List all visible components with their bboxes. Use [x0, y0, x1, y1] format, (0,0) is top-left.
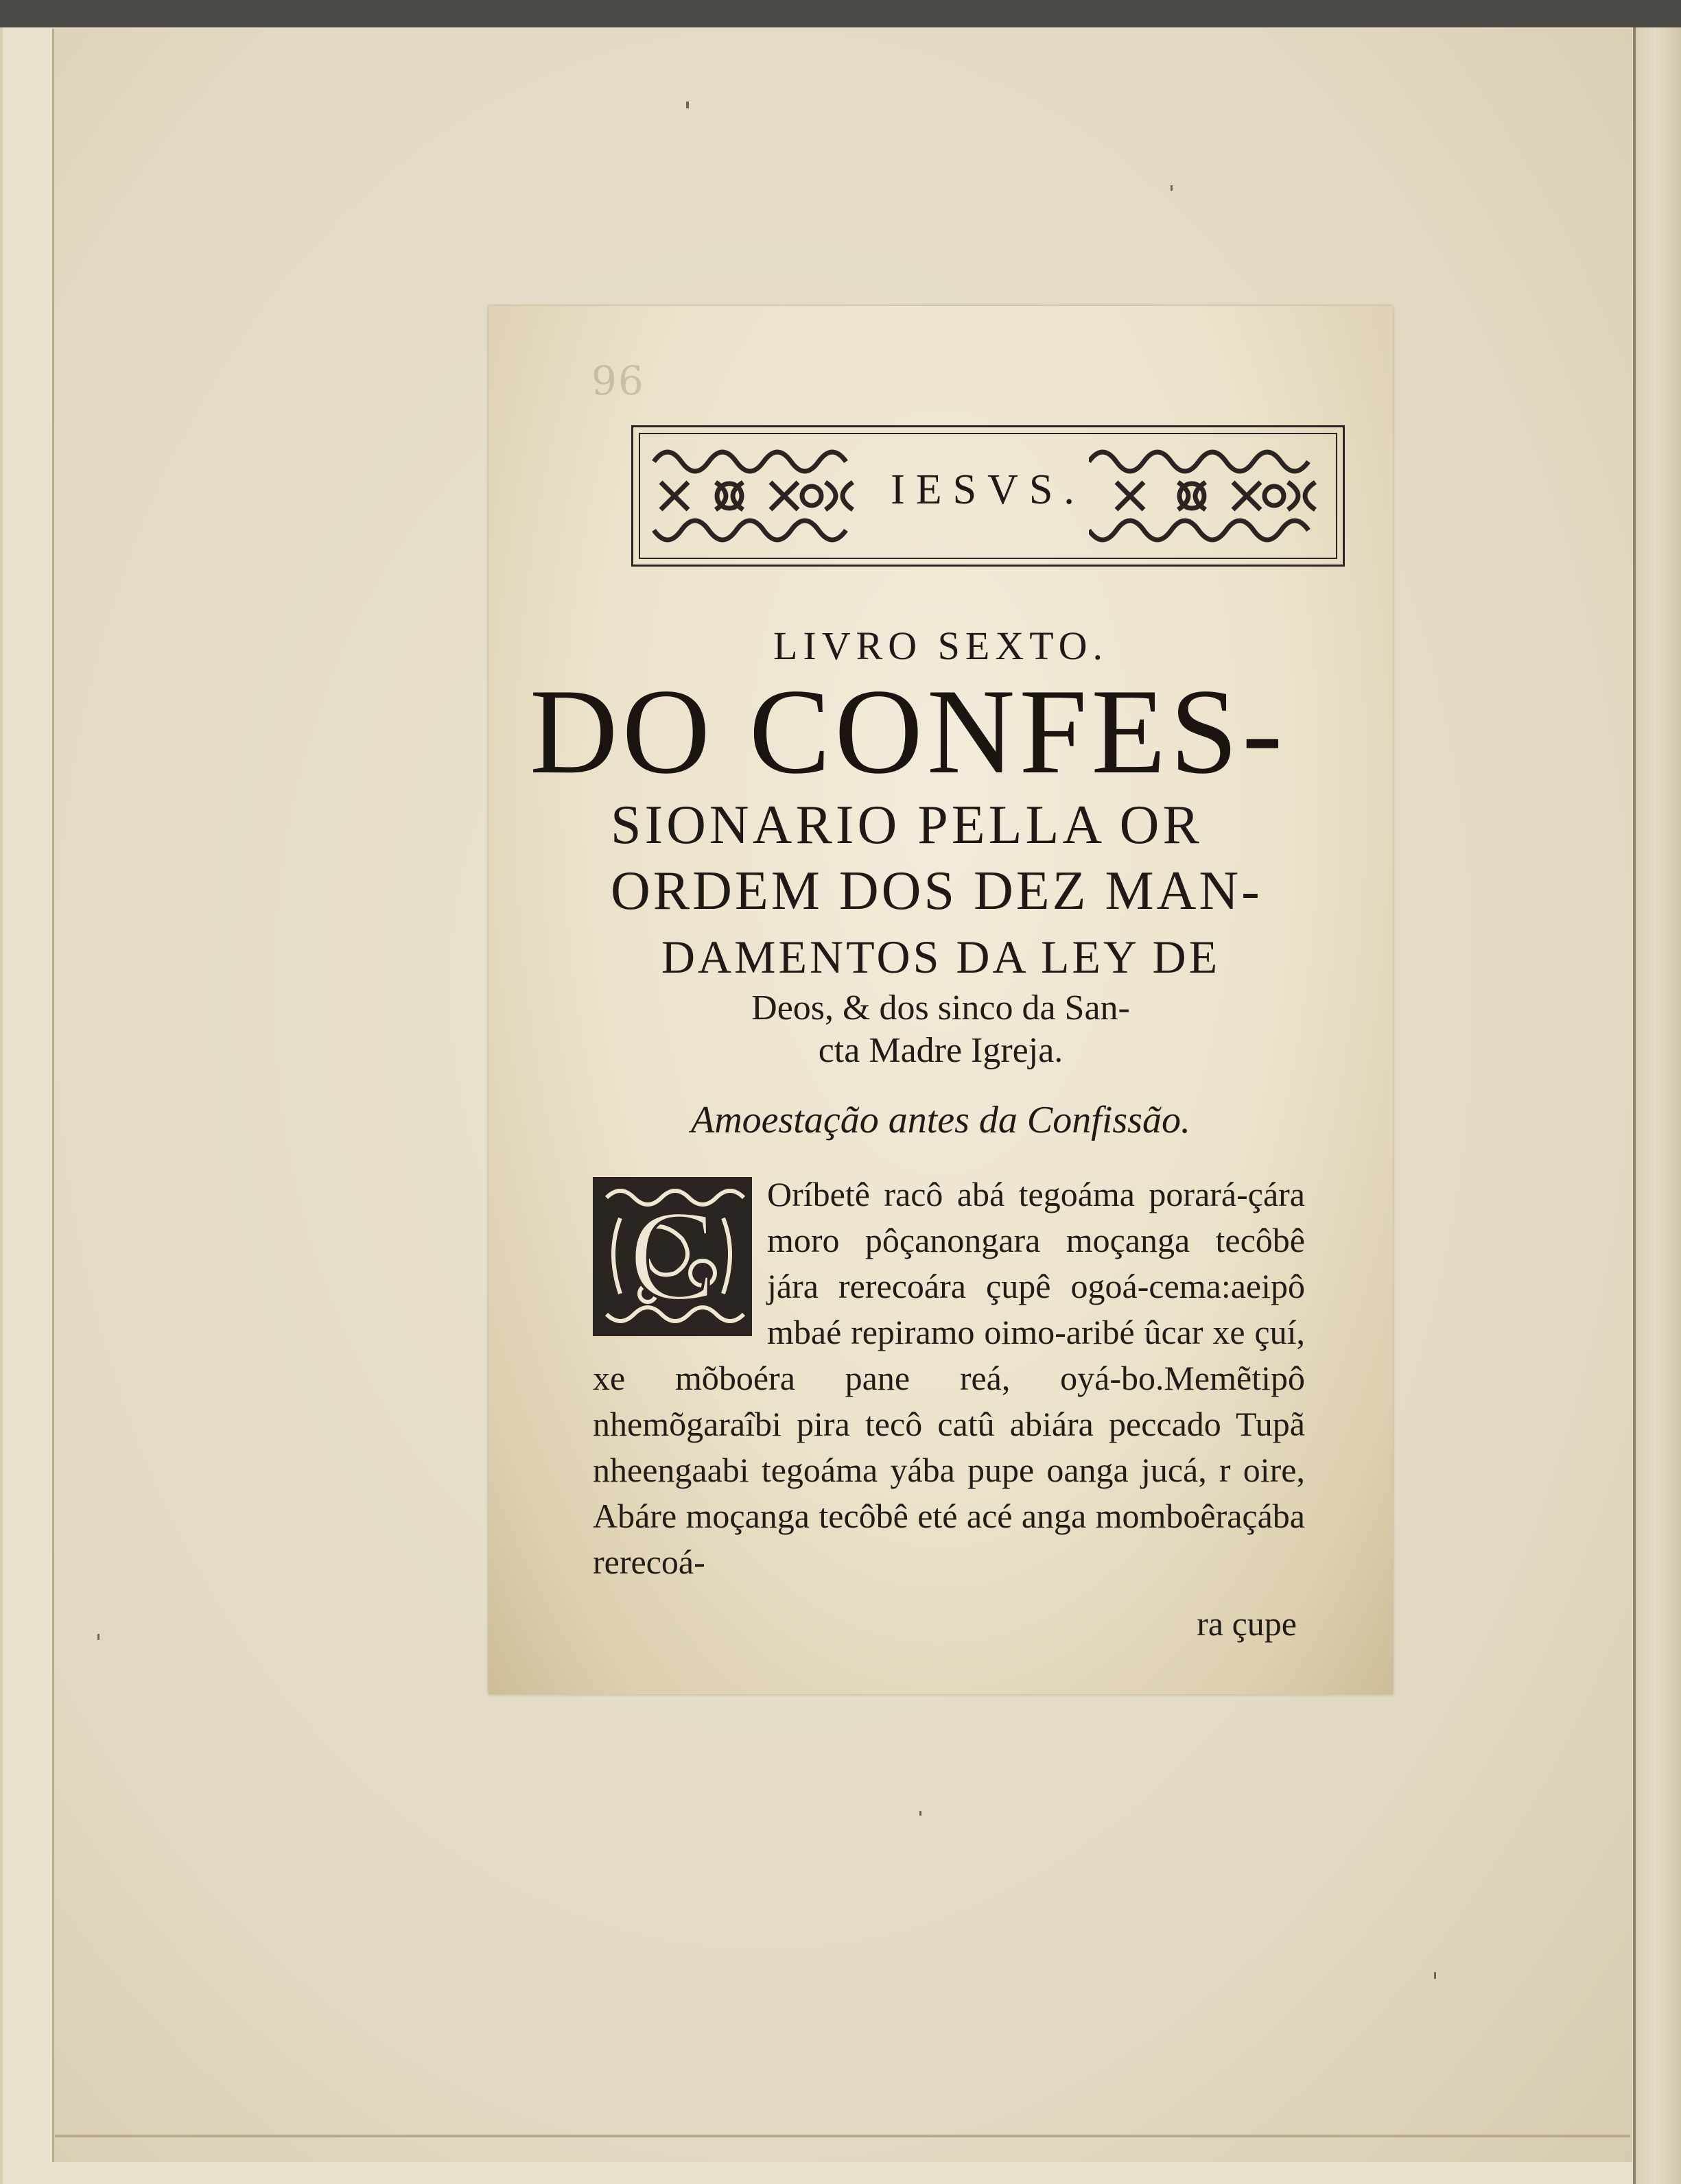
catchword: ra çupe [1197, 1604, 1297, 1643]
paper-speck [919, 1811, 921, 1816]
dropcap-letter: C [628, 1184, 716, 1328]
dropcap-spacer [593, 1172, 763, 1351]
title-line-4: DAMENTOS DA LEY DE [661, 931, 1221, 983]
folio-number-bleed: 96 [591, 357, 645, 404]
title-line-3: ORDEM DOS DEZ MAN- [611, 861, 1262, 921]
ornamental-headpiece [631, 425, 1345, 567]
title-line-1: DO CONFES- [530, 663, 1287, 799]
title-line-6: cta Madre Igreja. [818, 1031, 1063, 1070]
book-gutter [1633, 27, 1681, 2184]
headpiece-inner-frame [639, 433, 1337, 559]
section-heading: Amoestação antes da Confissão. [691, 1099, 1190, 1141]
paper-speck [1434, 1972, 1436, 1979]
fleuron-ornament-left-icon [640, 434, 887, 558]
body-paragraph [593, 1172, 1305, 1585]
leaf-edge-rule [55, 2135, 1630, 2137]
title-line-5: Deos, & dos sinco da San- [751, 988, 1130, 1028]
body-text: Oríbetê racô abá tegoáma porará-çára moro pôçanongara moçanga tecôbê jára rerecoára çupê ogoá-cema:aeipô mbaé repiramo oimo-aribé ûcar xe çuí, xe mõboéra pane reá, oyá-bo.Memẽtipô nhemõgaraîbi pira tecô catû abiára peccado Tupã nheengaabi tegoáma yába pupe oanga jucá, r oire, Abáre moçanga tecôbê eté acé anga momboêraçába rerecoá- [593, 1175, 1305, 1581]
paper-speck [1171, 185, 1173, 191]
paper-speck [97, 1634, 99, 1640]
paper-speck [686, 102, 689, 108]
fleuron-ornament-right-icon [1089, 434, 1336, 558]
book-label: LIVRO SEXTO. [773, 624, 1109, 668]
title-line-2: SIONARIO PELLA OR [611, 795, 1203, 855]
headpiece-title: IESVS. [891, 466, 1085, 513]
pasted-page [489, 306, 1393, 1694]
